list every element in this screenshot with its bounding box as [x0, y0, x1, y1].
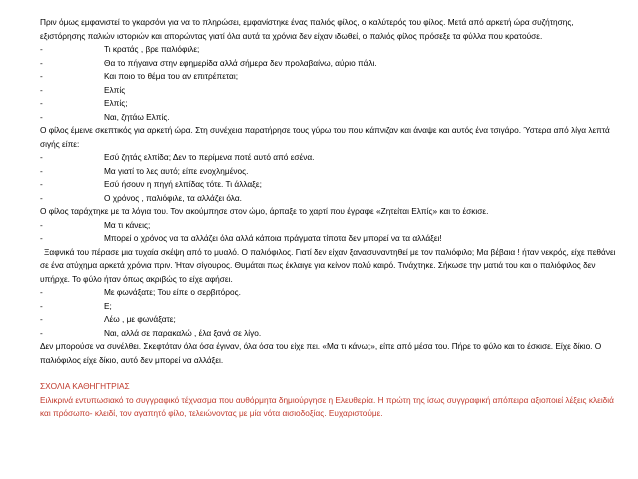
dash: - — [40, 111, 43, 122]
dash: - — [40, 327, 43, 338]
dash: - — [40, 314, 43, 324]
dialogue-text: Τι κρατάς , βρε παλιόφιλε; — [104, 44, 200, 54]
dialogue-text: Ε; — [104, 300, 112, 311]
dialogue-line — [40, 165, 616, 179]
dialogue-text: Ελπίς; — [104, 98, 128, 108]
dash: - — [40, 71, 43, 81]
paragraph-5: Δεν μπορούσε να συνέλθει. Σκεφτόταν όλα όσα έγιναν, όλα όσα του είχε πει. «Μα τι κάνω;», είπε από μέσα του. Πήρε το φύλο και το έσκισε. Είχε δίκιο. Ο παλιόφιλος είχε δίκιο, αυτό δεν μπορεί να αλλάξει. — [40, 341, 602, 365]
dialogue-line — [40, 84, 616, 98]
dialogue-text: Μα τι κάνεις; — [104, 219, 151, 230]
paragraph-intro: Πριν όμως εμφανιστεί το γκαρσόνι για να το πληρώσει, εμφανίστηκε ένας παλιός φίλος, ο καλύτερός του φίλος. Μετά από αρκετή ώρα συζήτησης, εξιστόρησης παλιών ιστοριών και απορώντας γιατί όλα αυτά τα χρόνια δεν είχαν ιδωθεί, ο παλιός φίλος πρόσεξε τα φύλλα που κρατούσε. — [40, 17, 574, 41]
dialogue-text: Με φωνάξατε; Του είπε ο σερβιτόρος. — [104, 287, 241, 297]
dialogue-line — [40, 219, 616, 233]
dialogue-text: Λέω , με φωνάξατε; — [104, 314, 176, 324]
dash: - — [40, 300, 43, 311]
dialogue-block-4 — [40, 286, 616, 340]
dialogue-text: Ελπίς — [104, 84, 126, 95]
dialogue-line — [40, 300, 616, 314]
dialogue-line — [40, 151, 616, 165]
dash: - — [40, 98, 43, 108]
dash: - — [40, 192, 43, 203]
dialogue-line — [40, 286, 616, 300]
comments-title: ΣΧΟΛΙΑ ΚΑΘΗΓΗΤΡΙΑΣ — [40, 381, 130, 391]
dash: - — [40, 179, 43, 189]
dash: - — [40, 84, 43, 95]
dash: - — [40, 287, 43, 297]
dialogue-block-2 — [40, 151, 616, 205]
dialogue-text: Μπορεί ο χρόνος να τα αλλάζει όλα αλλά κάποια πράγματα τίποτα δεν μπορεί να τα αλλάξει! — [104, 233, 442, 243]
dialogue-line — [40, 97, 616, 111]
dialogue-text: Θα το πήγαινα στην εφημερίδα αλλά σήμερα δεν προλαβαίνω, αύριο πάλι. — [104, 57, 377, 68]
dialogue-text: Ναι, ζητάω Ελπίς. — [104, 111, 170, 122]
dialogue-text: Ο χρόνος , παλιόφιλε, τα αλλάζει όλα. — [104, 192, 242, 203]
paragraph-3: Ο φίλος ταράχτηκε με τα λόγια του. Τον ακούμπησε στον ώμο, άρπαξε το χαρτί που έγραφε «Ζητείται Ελπίς» και το έσκισε. — [40, 206, 489, 216]
comments-text: Ειλικρινά εντυπωσιακό το συγγραφικό τέχνασμα που αυθόρμητα δημιούργησε η Ελευθερία. Η πρώτη της ίσως συγγραφική απόπειρα αξιοποιεί λέξεις κλειδιά και πρόσωπο- κλειδί, τον αγαπητό φίλο, τελειώνοντας με μία νότα αισιοδοξίας. Ευχαριστούμε. — [40, 394, 614, 418]
dash: - — [40, 233, 43, 243]
paragraph-2: Ο φίλος έμεινε σκεπτικός για αρκετή ώρα. Στη συνέχεια παρατήρησε τους γύρω του που κάπνιζαν και άναψε και αυτός ένα τσιγάρο. Ύστερα από λίγα λεπτά σιγής είπε: — [40, 125, 610, 149]
dash: - — [40, 152, 43, 162]
dialogue-line — [40, 313, 616, 327]
dialogue-text: Ναι, αλλά σε παρακαλώ , έλα ξανά σε λίγο. — [104, 327, 262, 338]
dialogue-block-3 — [40, 219, 616, 246]
dialogue-line — [40, 178, 616, 192]
spacer — [40, 367, 616, 380]
dialogue-block-1 — [40, 43, 616, 124]
dash: - — [40, 219, 43, 230]
paragraph-4: Ξαφνικά του πέρασε μια τυχαία σκέψη από το μυαλό. Ο παλιόφιλος. Γιατί δεν είχαν ξανασυναντηθεί με τον παλιόφιλο; Μα βέβαια ! ήταν νεκρός, είχε πεθάνει σε ένα ατύχημα αρκετά χρόνια πριν. Ήταν σίγουρος. Θυμάται πως έκλαιγε για κείνον πολύ καιρό. Τινάχτηκε. Σήκωσε την ματιά του και ο παλιόφιλος δεν υπήρχε. Το φύλο ήταν όπως ακριβώς το είχε αφήσει. — [40, 246, 616, 284]
dialogue-line — [40, 111, 616, 125]
dialogue-line — [40, 70, 616, 84]
dialogue-line — [40, 192, 616, 206]
dialogue-text: Και ποιο το θέμα του αν επιτρέπεται; — [104, 71, 238, 81]
dialogue-line — [40, 57, 616, 71]
dialogue-text: Μα γιατί το λες αυτό; είπε ενοχλημένος. — [104, 165, 249, 176]
dialogue-text: Εσύ ήσουν η πηγή ελπίδας τότε. Τι άλλαξε; — [104, 179, 262, 189]
dialogue-line — [40, 43, 616, 57]
dash: - — [40, 165, 43, 176]
dialogue-line — [40, 232, 616, 246]
dialogue-line — [40, 327, 616, 341]
dash: - — [40, 44, 43, 54]
dialogue-text: Εσύ ζητάς ελπίδα; Δεν το περίμενα ποτέ αυτό από εσένα. — [104, 152, 315, 162]
dash: - — [40, 57, 43, 68]
